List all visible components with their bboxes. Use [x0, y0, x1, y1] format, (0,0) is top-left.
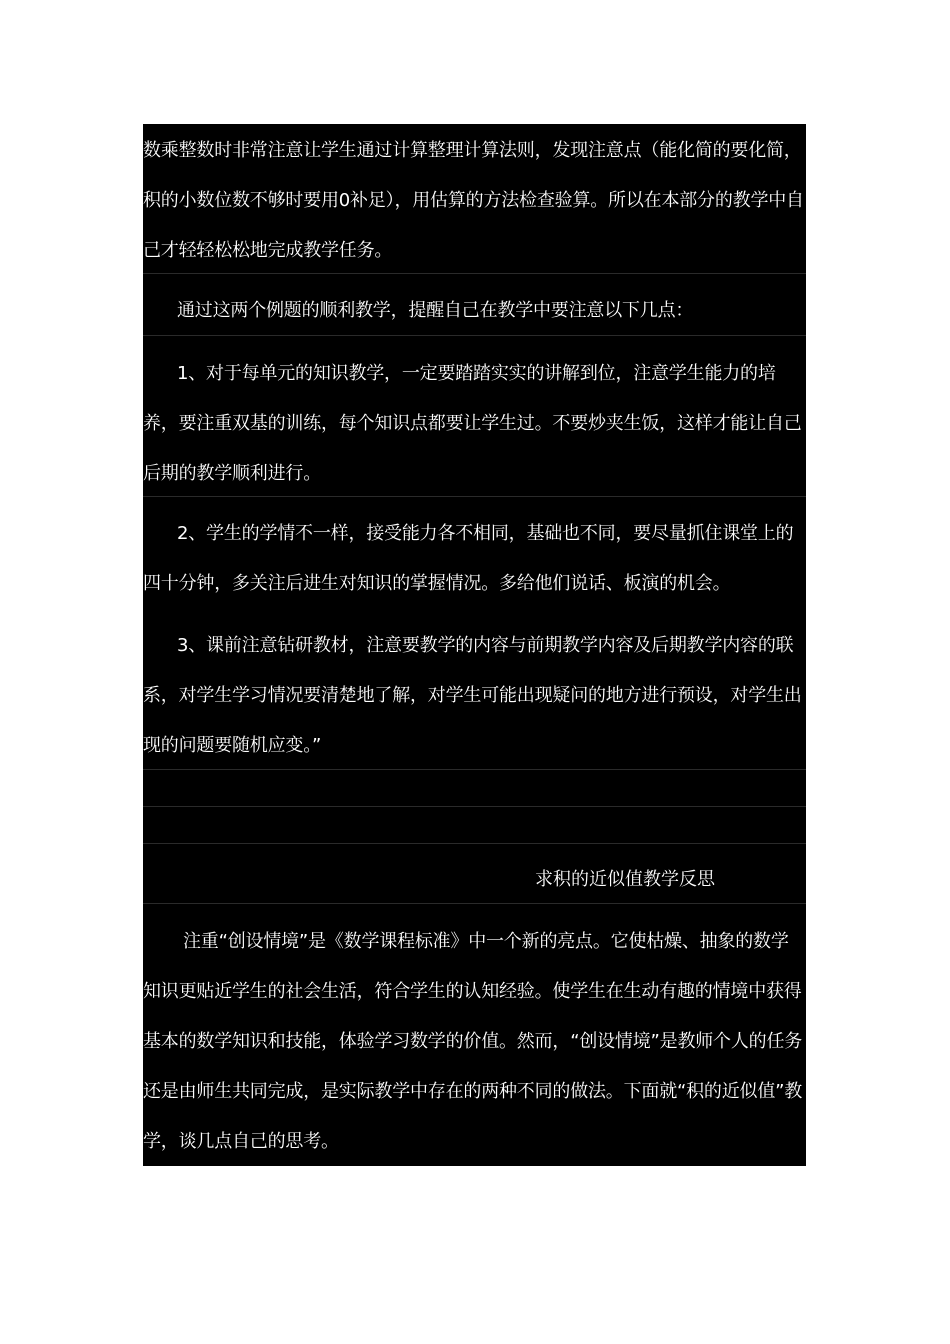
paragraph-intro-points: 通过这两个例题的顺利教学，提醒自己在教学中要注意以下几点： — [177, 300, 694, 321]
paragraph-creating-situations: 注重“创设情境”是《数学课程标准》中一个新的亮点。它使枯燥、抽象的数学知识更贴近学生的社会生活，符合学生的认知经验。使学生在生动有趣的情境中获得基本的数学知识和技能，体验学习数学的价值。然而，“创设情境”是教师个人的任务还是由师生共同完成，是实际教学中存在的两种不同的做法。下面就“积的近似值”教学，谈几点自己的思考。 — [143, 931, 803, 1152]
paragraph-calculation-rules: 数乘整数时非常注意让学生通过计算整理计算法则，发现注意点（能化简的要化简，积的小数位数不够时要用0补足），用估算的方法检查验算。所以在本部分的教学中自己才轻轻松松地完成教学任务。 — [143, 140, 804, 261]
divider — [143, 496, 806, 497]
divider — [143, 273, 806, 274]
section-title: 求积的近似值教学反思 — [535, 869, 715, 890]
divider — [143, 843, 806, 844]
list-item-point-2: 2、学生的学情不一样，接受能力各不相同，基础也不同，要尽量抓住课堂上的四十分钟，多关注后进生对知识的掌握情况。多给他们说话、板演的机会。 — [143, 523, 794, 594]
list-item-point-1: 1、对于每单元的知识教学，一定要踏踏实实的讲解到位，注意学生能力的培养，要注重双基的训练，每个知识点都要让学生过。不要炒夹生饭，这样才能让自己后期的教学顺利进行。 — [143, 363, 802, 484]
divider — [143, 806, 806, 807]
list-item-point-3: 3、课前注意钻研教材，注意要教学的内容与前期教学内容及后期教学内容的联系，对学生学习情况要清楚地了解，对学生可能出现疑问的地方进行预设，对学生出现的问题要随机应变。” — [143, 635, 802, 756]
document-page — [143, 124, 806, 1166]
divider — [143, 903, 806, 904]
divider — [143, 335, 806, 336]
divider — [143, 769, 806, 770]
